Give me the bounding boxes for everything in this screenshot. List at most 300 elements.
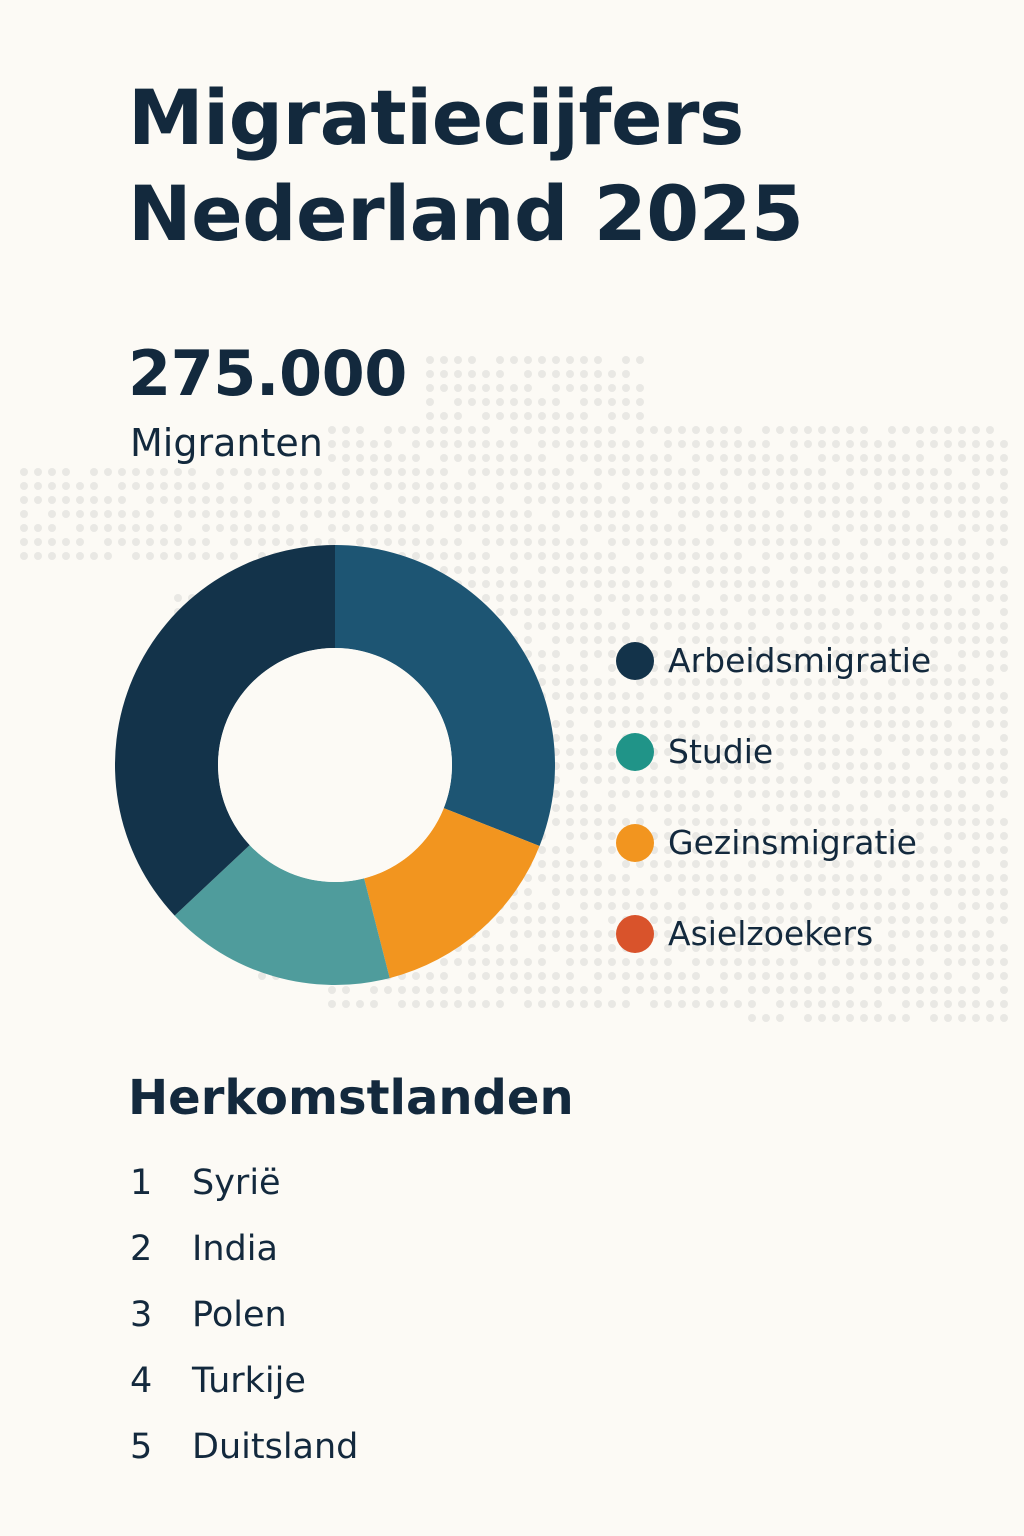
map-dot	[538, 482, 546, 490]
legend-swatch-asielzoekers	[616, 915, 654, 953]
map-dot	[580, 566, 588, 574]
map-dot	[524, 468, 532, 476]
map-dot	[706, 608, 714, 616]
map-dot	[972, 440, 980, 448]
map-dot	[972, 454, 980, 462]
total-migrants-label: Migranten	[130, 421, 323, 465]
map-dot	[874, 608, 882, 616]
legend-label-studie: Studie	[668, 732, 774, 771]
map-dot	[888, 552, 896, 560]
map-dot	[34, 552, 42, 560]
map-dot	[608, 776, 616, 784]
map-dot	[370, 468, 378, 476]
map-dot	[846, 524, 854, 532]
map-dot	[468, 510, 476, 518]
map-dot	[902, 482, 910, 490]
map-dot	[454, 370, 462, 378]
map-dot	[594, 510, 602, 518]
map-dot	[986, 580, 994, 588]
map-dot	[440, 454, 448, 462]
map-dot	[804, 496, 812, 504]
map-dot	[538, 426, 546, 434]
map-dot	[580, 496, 588, 504]
map-dot	[664, 538, 672, 546]
map-dot	[776, 454, 784, 462]
map-dot	[482, 384, 490, 392]
map-dot	[384, 440, 392, 448]
map-dot	[594, 580, 602, 588]
map-dot	[650, 580, 658, 588]
map-dot	[664, 594, 672, 602]
map-dot	[846, 496, 854, 504]
map-dot	[832, 510, 840, 518]
map-dot	[594, 650, 602, 658]
map-dot	[650, 454, 658, 462]
map-dot	[846, 468, 854, 476]
map-dot	[468, 440, 476, 448]
map-dot	[804, 622, 812, 630]
map-dot	[636, 398, 644, 406]
map-dot	[622, 496, 630, 504]
map-dot	[384, 454, 392, 462]
legend-item-gezinsmigratie	[616, 818, 1016, 868]
map-dot	[580, 692, 588, 700]
map-dot	[818, 468, 826, 476]
map-dot	[594, 986, 602, 994]
map-dot	[580, 384, 588, 392]
map-dot	[748, 524, 756, 532]
map-dot	[832, 440, 840, 448]
map-dot	[580, 510, 588, 518]
map-dot	[412, 440, 420, 448]
map-dot	[972, 552, 980, 560]
map-dot	[48, 552, 56, 560]
map-dot	[762, 552, 770, 560]
map-dot	[328, 440, 336, 448]
map-dot	[636, 580, 644, 588]
map-dot	[734, 552, 742, 560]
map-dot	[818, 1014, 826, 1022]
map-dot	[650, 510, 658, 518]
map-dot	[972, 1000, 980, 1008]
map-dot	[538, 356, 546, 364]
map-dot	[636, 356, 644, 364]
map-dot	[790, 524, 798, 532]
map-dot	[76, 524, 84, 532]
map-dot	[916, 426, 924, 434]
map-dot	[594, 496, 602, 504]
map-dot	[902, 538, 910, 546]
map-dot	[636, 552, 644, 560]
map-dot	[720, 566, 728, 574]
map-dot	[20, 496, 28, 504]
map-dot	[580, 916, 588, 924]
map-dot	[342, 468, 350, 476]
map-dot	[650, 594, 658, 602]
map-dot	[188, 482, 196, 490]
map-dot	[454, 482, 462, 490]
map-dot	[832, 1014, 840, 1022]
map-dot	[328, 482, 336, 490]
map-dot	[650, 1000, 658, 1008]
map-dot	[608, 804, 616, 812]
map-dot	[48, 510, 56, 518]
map-dot	[678, 482, 686, 490]
map-dot	[62, 538, 70, 546]
page-title-line-1: Migratiecijfers	[128, 73, 744, 162]
map-dot	[62, 496, 70, 504]
map-dot	[762, 608, 770, 616]
map-dot	[748, 566, 756, 574]
map-dot	[930, 538, 938, 546]
map-dot	[370, 482, 378, 490]
map-dot	[34, 538, 42, 546]
map-dot	[664, 566, 672, 574]
map-dot	[580, 622, 588, 630]
map-dot	[622, 412, 630, 420]
map-dot	[622, 510, 630, 518]
map-dot	[566, 510, 574, 518]
map-dot	[860, 510, 868, 518]
map-dot	[748, 608, 756, 616]
map-dot	[552, 468, 560, 476]
map-dot	[734, 622, 742, 630]
map-dot	[762, 468, 770, 476]
map-dot	[818, 608, 826, 616]
map-dot	[20, 482, 28, 490]
map-dot	[552, 356, 560, 364]
map-dot	[76, 496, 84, 504]
legend-swatch-studie	[616, 733, 654, 771]
map-dot	[132, 468, 140, 476]
map-dot	[832, 524, 840, 532]
map-dot	[622, 356, 630, 364]
map-dot	[832, 608, 840, 616]
map-dot	[594, 930, 602, 938]
map-dot	[958, 566, 966, 574]
map-dot	[454, 426, 462, 434]
map-dot	[398, 454, 406, 462]
origin-countries-title: Herkomstlanden	[128, 1070, 574, 1126]
map-dot	[230, 510, 238, 518]
map-dot	[342, 426, 350, 434]
map-dot	[916, 566, 924, 574]
map-dot	[902, 1014, 910, 1022]
map-dot	[1000, 608, 1008, 616]
map-dot	[188, 496, 196, 504]
map-dot	[594, 888, 602, 896]
map-dot	[482, 454, 490, 462]
map-dot	[916, 468, 924, 476]
map-dot	[720, 552, 728, 560]
map-dot	[748, 468, 756, 476]
map-dot	[608, 832, 616, 840]
map-dot	[440, 496, 448, 504]
map-dot	[496, 412, 504, 420]
map-dot	[692, 594, 700, 602]
map-dot	[258, 510, 266, 518]
map-dot	[692, 468, 700, 476]
map-dot	[202, 510, 210, 518]
map-dot	[468, 384, 476, 392]
map-dot	[608, 1000, 616, 1008]
map-dot	[832, 496, 840, 504]
map-dot	[482, 1000, 490, 1008]
map-dot	[734, 594, 742, 602]
map-dot	[608, 888, 616, 896]
map-dot	[608, 412, 616, 420]
map-dot	[608, 650, 616, 658]
map-dot	[482, 426, 490, 434]
map-dot	[804, 608, 812, 616]
map-dot	[902, 454, 910, 462]
map-dot	[524, 412, 532, 420]
country-rank: 3	[130, 1295, 153, 1335]
country-list-item	[130, 1282, 358, 1348]
map-dot	[678, 594, 686, 602]
map-dot	[594, 692, 602, 700]
map-dot	[510, 356, 518, 364]
map-dot	[944, 608, 952, 616]
page-title	[128, 70, 988, 262]
map-dot	[986, 440, 994, 448]
map-dot	[90, 496, 98, 504]
map-dot	[370, 496, 378, 504]
map-dot	[636, 468, 644, 476]
map-dot	[580, 608, 588, 616]
map-dot	[426, 370, 434, 378]
map-dot	[510, 426, 518, 434]
map-dot	[468, 482, 476, 490]
map-dot	[664, 482, 672, 490]
map-dot	[762, 524, 770, 532]
map-dot	[216, 482, 224, 490]
map-dot	[580, 944, 588, 952]
map-dot	[608, 678, 616, 686]
map-dot	[202, 482, 210, 490]
map-dot	[594, 846, 602, 854]
map-dot	[20, 524, 28, 532]
map-dot	[1000, 580, 1008, 588]
map-dot	[846, 1014, 854, 1022]
map-dot	[846, 580, 854, 588]
map-dot	[706, 510, 714, 518]
map-dot	[524, 482, 532, 490]
map-dot	[650, 524, 658, 532]
map-dot	[846, 454, 854, 462]
map-dot	[930, 1014, 938, 1022]
map-dot	[608, 552, 616, 560]
map-dot	[678, 538, 686, 546]
map-dot	[958, 454, 966, 462]
map-dot	[580, 748, 588, 756]
map-dot	[944, 552, 952, 560]
map-dot	[426, 356, 434, 364]
map-dot	[566, 1000, 574, 1008]
map-dot	[594, 874, 602, 882]
map-dot	[804, 468, 812, 476]
map-dot	[552, 370, 560, 378]
map-dot	[76, 552, 84, 560]
map-dot	[692, 482, 700, 490]
map-dot	[608, 762, 616, 770]
map-dot	[790, 622, 798, 630]
map-dot	[146, 510, 154, 518]
map-dot	[944, 440, 952, 448]
map-dot	[342, 1000, 350, 1008]
map-dot	[776, 622, 784, 630]
legend-label-asielzoekers: Asielzoekers	[668, 914, 874, 953]
map-dot	[902, 608, 910, 616]
map-dot	[342, 440, 350, 448]
map-dot	[958, 580, 966, 588]
map-dot	[916, 482, 924, 490]
map-dot	[762, 566, 770, 574]
map-dot	[580, 762, 588, 770]
country-list-item	[130, 1348, 358, 1414]
map-dot	[426, 496, 434, 504]
map-dot	[888, 510, 896, 518]
map-dot	[1000, 482, 1008, 490]
map-dot	[608, 664, 616, 672]
map-dot	[902, 524, 910, 532]
map-dot	[958, 426, 966, 434]
map-dot	[160, 496, 168, 504]
map-dot	[930, 622, 938, 630]
map-dot	[496, 496, 504, 504]
map-dot	[804, 1000, 812, 1008]
map-dot	[776, 552, 784, 560]
map-dot	[734, 496, 742, 504]
map-dot	[762, 1014, 770, 1022]
map-dot	[692, 538, 700, 546]
map-dot	[972, 510, 980, 518]
map-dot	[972, 468, 980, 476]
map-dot	[580, 888, 588, 896]
country-list-item	[130, 1216, 358, 1282]
map-dot	[846, 510, 854, 518]
map-dot	[692, 552, 700, 560]
map-dot	[398, 496, 406, 504]
map-dot	[398, 426, 406, 434]
map-dot	[636, 454, 644, 462]
map-dot	[342, 454, 350, 462]
map-dot	[706, 454, 714, 462]
map-dot	[860, 426, 868, 434]
map-dot	[720, 440, 728, 448]
map-dot	[930, 482, 938, 490]
map-dot	[720, 510, 728, 518]
map-dot	[580, 734, 588, 742]
map-dot	[300, 482, 308, 490]
map-dot	[874, 496, 882, 504]
map-dot	[258, 482, 266, 490]
map-dot	[622, 608, 630, 616]
map-dot	[944, 594, 952, 602]
map-dot	[482, 510, 490, 518]
map-dot	[426, 468, 434, 476]
map-dot	[720, 622, 728, 630]
map-dot	[706, 524, 714, 532]
map-dot	[818, 1000, 826, 1008]
map-dot	[902, 426, 910, 434]
map-dot	[580, 412, 588, 420]
map-dot	[580, 398, 588, 406]
map-dot	[748, 594, 756, 602]
map-dot	[524, 384, 532, 392]
map-dot	[1000, 1014, 1008, 1022]
map-dot	[440, 468, 448, 476]
map-dot	[356, 496, 364, 504]
map-dot	[874, 580, 882, 588]
map-dot	[482, 398, 490, 406]
map-dot	[916, 1000, 924, 1008]
map-dot	[804, 552, 812, 560]
map-dot	[664, 580, 672, 588]
map-dot	[916, 538, 924, 546]
map-dot	[706, 622, 714, 630]
map-dot	[734, 580, 742, 588]
map-dot	[804, 524, 812, 532]
map-dot	[636, 538, 644, 546]
map-dot	[440, 440, 448, 448]
map-dot	[720, 524, 728, 532]
map-dot	[804, 440, 812, 448]
map-dot	[510, 482, 518, 490]
map-dot	[762, 510, 770, 518]
map-dot	[664, 440, 672, 448]
map-dot	[930, 510, 938, 518]
map-dot	[608, 496, 616, 504]
map-dot	[776, 594, 784, 602]
map-dot	[734, 510, 742, 518]
map-dot	[594, 706, 602, 714]
map-dot	[720, 482, 728, 490]
map-dot	[692, 1000, 700, 1008]
map-dot	[692, 496, 700, 504]
map-dot	[538, 468, 546, 476]
map-dot	[636, 524, 644, 532]
map-dot	[594, 370, 602, 378]
map-dot	[510, 440, 518, 448]
map-dot	[706, 482, 714, 490]
map-dot	[594, 832, 602, 840]
map-dot	[944, 1000, 952, 1008]
map-dot	[916, 524, 924, 532]
map-dot	[636, 440, 644, 448]
legend-swatch-gezinsmigratie	[616, 824, 654, 862]
map-dot	[762, 538, 770, 546]
map-dot	[986, 552, 994, 560]
map-dot	[846, 1000, 854, 1008]
map-dot	[496, 384, 504, 392]
map-dot	[496, 454, 504, 462]
map-dot	[300, 468, 308, 476]
map-dot	[538, 398, 546, 406]
map-dot	[510, 510, 518, 518]
map-dot	[468, 426, 476, 434]
map-dot	[664, 454, 672, 462]
map-dot	[482, 370, 490, 378]
map-dot	[692, 622, 700, 630]
map-dot	[790, 608, 798, 616]
map-dot	[1000, 594, 1008, 602]
map-dot	[370, 454, 378, 462]
map-dot	[762, 454, 770, 462]
map-dot	[650, 468, 658, 476]
map-dot	[594, 958, 602, 966]
map-dot	[608, 524, 616, 532]
